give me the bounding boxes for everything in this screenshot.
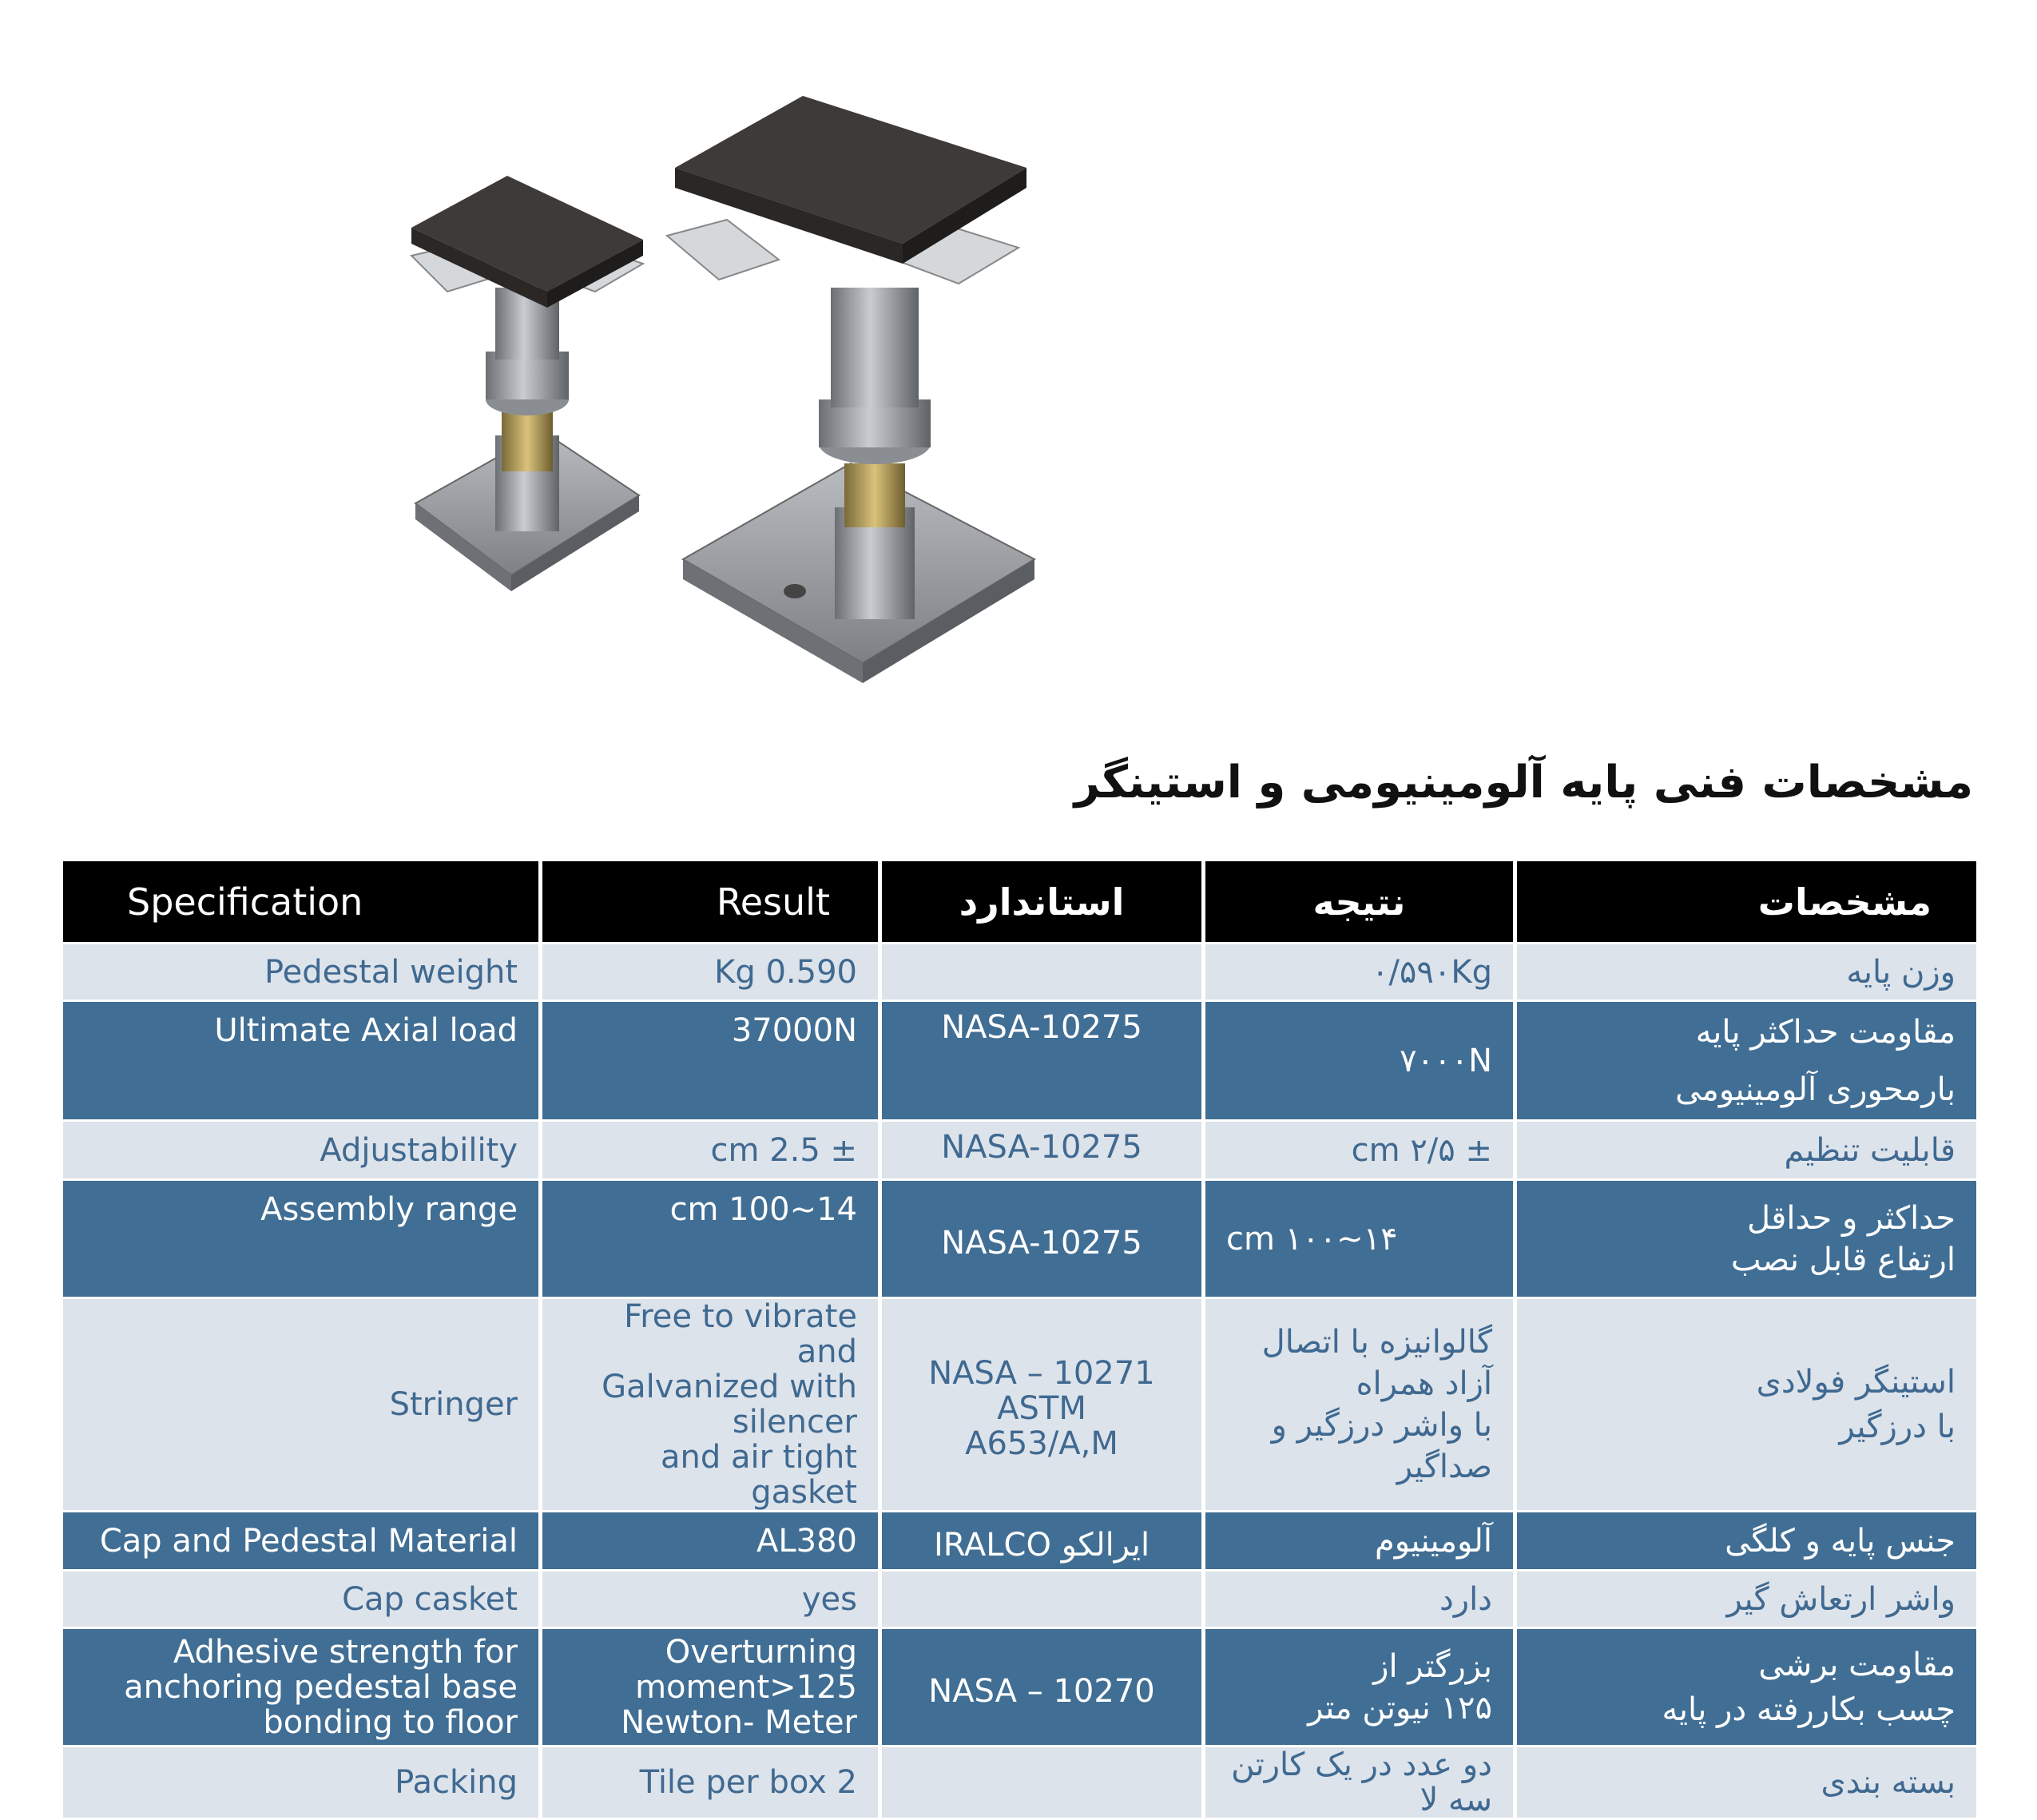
page-title: مشخصات فنی پایه آلومینیومی و استینگر	[1074, 757, 1973, 809]
spec-table	[59, 859, 1980, 1820]
table-header-row	[62, 860, 1979, 944]
cell-result: AL380	[541, 1512, 880, 1571]
cell-result-fa: cm ۱۰۰~۱۴	[1204, 1180, 1515, 1298]
table-row	[62, 1121, 1979, 1180]
cell-spec-fa: حداکثر و حداقل ارتفاع قابل نصب	[1515, 1180, 1979, 1298]
cell-result: Tile per box 2	[541, 1746, 880, 1819]
table-row	[62, 1512, 1979, 1571]
cell-standard	[880, 1746, 1204, 1819]
cell-result: Free to vibrate and Galvanized with silencer and air tight gasket	[541, 1298, 880, 1512]
table-row	[62, 1001, 1979, 1121]
cell-standard: IRALCO ایرالکو	[880, 1512, 1204, 1571]
cell-spec-fa: واشر ارتعاش گیر	[1515, 1571, 1979, 1628]
table-row	[62, 944, 1979, 1001]
cell-result-fa: ۷۰۰۰N	[1204, 1001, 1515, 1121]
cell-result: Overturning moment>125 Newton- Meter	[541, 1628, 880, 1746]
header-result-fa: نتیجه	[1204, 860, 1515, 944]
cell-spec: Pedestal weight	[62, 944, 541, 1001]
header-standard: استاندارد	[880, 860, 1204, 944]
table-row	[62, 1628, 1979, 1746]
table-row	[62, 1571, 1979, 1628]
cell-spec-fa: استینگر فولادی با درزگیر	[1515, 1298, 1979, 1512]
cell-standard: NASA – 10270	[880, 1628, 1204, 1746]
header-result: Result	[541, 860, 880, 944]
cell-spec: Cap casket	[62, 1571, 541, 1628]
small-pedestal-icon	[411, 176, 643, 591]
cell-result: 37000N	[541, 1001, 880, 1121]
cell-result: cm 100~14	[541, 1180, 880, 1298]
cell-spec: Cap and Pedestal Material	[62, 1512, 541, 1571]
cell-standard	[880, 944, 1204, 1001]
cell-result-fa: ± ۲/۵ cm	[1204, 1121, 1515, 1180]
cell-spec: Stringer	[62, 1298, 541, 1512]
header-spec-fa: مشخصات	[1515, 860, 1979, 944]
cell-result-fa: آلومینیوم	[1204, 1512, 1515, 1571]
cell-standard: NASA-10275	[880, 1180, 1204, 1298]
cell-spec-fa: وزن پایه	[1515, 944, 1979, 1001]
header-specification: Specification	[62, 860, 541, 944]
cell-result: cm 2.5 ±	[541, 1121, 880, 1180]
table-row	[62, 1746, 1979, 1819]
cell-result-fa: دارد	[1204, 1571, 1515, 1628]
cell-result-fa: دو عدد در یک کارتن سه لا	[1204, 1746, 1515, 1819]
cell-result: Kg 0.590	[541, 944, 880, 1001]
cell-spec: Adjustability	[62, 1121, 541, 1180]
table-row	[62, 1180, 1979, 1298]
cell-spec: Packing	[62, 1746, 541, 1819]
cell-spec: Assembly range	[62, 1180, 541, 1298]
cell-result-fa: ۰/۵۹۰Kg	[1204, 944, 1515, 1001]
cell-spec: Adhesive strength for anchoring pedestal base bonding to floor	[62, 1628, 541, 1746]
cell-result: yes	[541, 1571, 880, 1628]
cell-result-fa: گالوانیزه با اتصال آزاد همراه با واشر درزگیر و صداگیر	[1204, 1298, 1515, 1512]
cell-spec-fa: مقاومت برشی چسب بکاررفته در پایه	[1515, 1628, 1979, 1746]
cell-spec-fa: مقاومت حداکثر پایه بارمحوری آلومینیومی	[1515, 1001, 1979, 1121]
cell-spec-fa: بسته بندی	[1515, 1746, 1979, 1819]
cell-standard: NASA-10275	[880, 1121, 1204, 1180]
cell-spec-fa: جنس پایه و کلگی	[1515, 1512, 1979, 1571]
cell-result-fa: بزرگتر از ۱۲۵ نیوتن متر	[1204, 1628, 1515, 1746]
cell-spec: Ultimate Axial load	[62, 1001, 541, 1121]
pedestal-product-image	[383, 48, 1086, 687]
large-pedestal-icon	[667, 96, 1034, 683]
cell-spec-fa: قابلیت تنظیم	[1515, 1121, 1979, 1180]
cell-standard: NASA – 10271 ASTM A653/A,M	[880, 1298, 1204, 1512]
cell-standard	[880, 1571, 1204, 1628]
table-row	[62, 1298, 1979, 1512]
cell-standard: NASA-10275	[880, 1001, 1204, 1121]
